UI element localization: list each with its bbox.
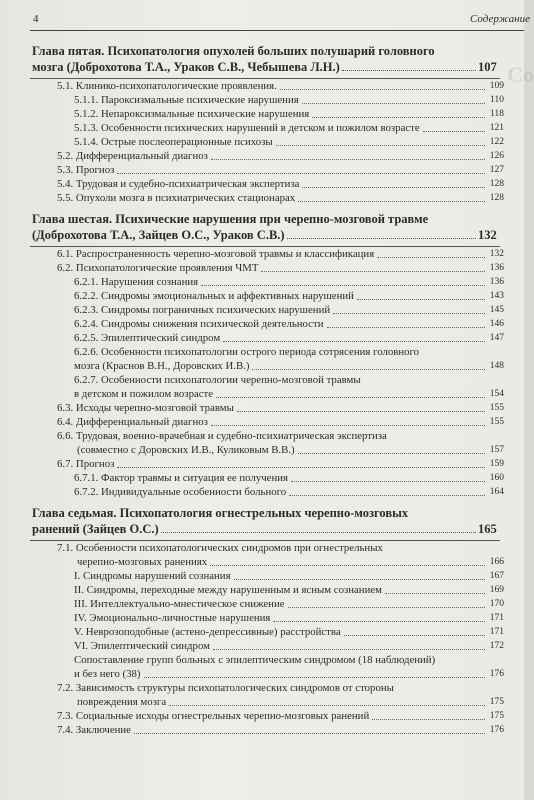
toc-entry[interactable] bbox=[30, 191, 524, 205]
toc-entry[interactable] bbox=[30, 471, 524, 485]
toc-entry[interactable] bbox=[30, 709, 524, 723]
toc-entry[interactable] bbox=[30, 93, 524, 107]
leader-dots bbox=[144, 677, 485, 678]
show-through-text: Co bbox=[507, 62, 534, 87]
toc-entry[interactable] bbox=[30, 121, 524, 135]
toc-entry[interactable] bbox=[30, 317, 524, 331]
toc-entry-text: V. Неврозоподобные (астено-депрессивные) расстройства bbox=[74, 626, 341, 638]
toc-entry-text: 6.7. Прогноз bbox=[57, 458, 115, 470]
leader-dots bbox=[252, 369, 485, 370]
leader-dots bbox=[372, 719, 485, 720]
toc-entry-text: III. Интеллектуально-мнестическое снижение bbox=[74, 598, 285, 610]
toc-entry-text: 6.2. Психопатологические проявления ЧМТ bbox=[57, 262, 259, 274]
toc-entry-text: и без него (38) bbox=[74, 668, 141, 680]
leader-dots bbox=[312, 117, 485, 118]
toc-entry[interactable] bbox=[30, 275, 524, 289]
leader-dots bbox=[289, 495, 485, 496]
toc-page-number: 136 bbox=[489, 263, 504, 273]
toc-entry-line: 6.2.6. Особенности психопатологии острого периода сотрясения головного bbox=[74, 346, 420, 358]
toc-entry-text: 5.1.1. Пароксизмальные психические нарушения bbox=[74, 94, 299, 106]
toc-entry-text: 5.1.3. Особенности психических нарушений в детском и пожилом возрасте bbox=[74, 122, 420, 134]
leader-dots bbox=[377, 257, 485, 258]
leader-dots bbox=[344, 635, 485, 636]
toc-entry[interactable] bbox=[30, 79, 524, 93]
leader-dots bbox=[302, 103, 485, 104]
toc-page-number: 172 bbox=[489, 641, 504, 651]
leader-dots bbox=[216, 397, 485, 398]
toc-entry[interactable] bbox=[30, 415, 524, 429]
toc-entry-row bbox=[74, 667, 504, 681]
toc-entry-row bbox=[74, 471, 504, 485]
toc-entry-text: 5.2. Дифференциальный диагноз bbox=[57, 150, 208, 162]
leader-dots bbox=[357, 299, 485, 300]
toc-page-number: 176 bbox=[489, 725, 504, 735]
toc-entry-row bbox=[74, 639, 504, 653]
toc-entry-text: повреждения мозга bbox=[77, 696, 167, 708]
leader-dots bbox=[280, 89, 485, 90]
toc-entry-text: 6.2.3. Синдромы пограничных психических нарушений bbox=[74, 304, 331, 316]
chapter-title[interactable] bbox=[30, 211, 497, 243]
toc-entry-row bbox=[57, 709, 504, 723]
toc-entry[interactable] bbox=[30, 639, 524, 653]
leader-dots bbox=[385, 593, 485, 594]
toc-entry-row bbox=[74, 289, 504, 303]
toc-entry-line: Сопоставление групп больных с эпилептическим синдромом (18 наблюдений) bbox=[74, 654, 436, 666]
toc-entry-text: II. Синдромы, переходные между нарушенным и ясным сознанием bbox=[74, 584, 382, 596]
toc-page-number: 127 bbox=[489, 165, 504, 175]
toc-page-number: 160 bbox=[489, 473, 504, 483]
toc-entry[interactable] bbox=[30, 541, 524, 569]
leader-dots bbox=[302, 187, 485, 188]
toc-entry-row bbox=[74, 485, 504, 499]
toc-entry-row bbox=[74, 303, 504, 317]
chapter-page-number: 107 bbox=[478, 60, 497, 74]
toc-page-number: 109 bbox=[489, 81, 504, 91]
leader-dots bbox=[291, 481, 485, 482]
toc-entry-row bbox=[57, 261, 504, 275]
toc-entry-row bbox=[57, 415, 504, 429]
toc-entry[interactable] bbox=[30, 303, 524, 317]
toc-entry-row bbox=[74, 569, 504, 583]
toc-entry-text: 7.3. Социальные исходы огнестрельных черепно-мозговых ранений bbox=[57, 710, 370, 722]
toc-entry[interactable] bbox=[30, 611, 524, 625]
toc-entry-row bbox=[74, 597, 504, 611]
leader-dots bbox=[261, 271, 485, 272]
toc-entry-row bbox=[74, 625, 504, 639]
toc-entry-row bbox=[74, 317, 504, 331]
toc-entry-text: 6.7.1. Фактор травмы и ситуация ее получения bbox=[74, 472, 288, 484]
toc-entry-text: черепно-мозговых ранениях bbox=[77, 556, 208, 568]
toc-entry-text: 6.2.1. Нарушения сознания bbox=[74, 276, 199, 288]
toc-entry[interactable] bbox=[30, 107, 524, 121]
toc-entry-text: (совместно с Доровских И.В., Куликовым В.В.) bbox=[77, 444, 295, 456]
toc-entry-text: в детском и пожилом возрасте bbox=[74, 388, 214, 400]
leader-dots bbox=[237, 411, 485, 412]
leader-dots bbox=[298, 201, 485, 202]
toc-entry-text: 5.1.4. Острые послеоперационные психозы bbox=[74, 136, 273, 148]
toc-entry-row bbox=[57, 723, 504, 737]
toc-entry[interactable] bbox=[30, 135, 524, 149]
chapter-section bbox=[30, 211, 524, 499]
toc-entry-row bbox=[74, 107, 504, 121]
toc-page-number: 164 bbox=[489, 487, 504, 497]
toc-entry[interactable] bbox=[30, 163, 524, 177]
toc-page-number: 118 bbox=[490, 109, 504, 119]
toc-entry-row bbox=[57, 555, 504, 569]
chapter-title-line: мозга (Доброхотова Т.А., Ураков С.В., Чебышева Л.Н.) bbox=[32, 60, 340, 74]
leader-dots bbox=[211, 425, 485, 426]
toc-entry-line: 7.1. Особенности психопатологических синдромов при огнестрельных bbox=[57, 542, 383, 554]
toc-entry-text: VI. Эпилептический синдром bbox=[74, 640, 210, 652]
toc-page-number: 171 bbox=[489, 627, 504, 637]
toc-entry-row bbox=[57, 457, 504, 471]
leader-dots bbox=[223, 341, 485, 342]
toc-entry[interactable] bbox=[30, 261, 524, 275]
toc-entry[interactable] bbox=[30, 401, 524, 415]
toc-entry[interactable] bbox=[30, 247, 524, 261]
toc-entry-text: 5.4. Трудовая и судебно-психиатрическая экспертиза bbox=[57, 178, 300, 190]
toc-page-number: 171 bbox=[489, 613, 504, 623]
toc-entry-line: 6.2.7. Особенности психопатологии черепно-мозговой травмы bbox=[74, 374, 361, 386]
toc-entry[interactable] bbox=[30, 345, 524, 373]
toc-entry-text: 6.2.4. Синдромы снижения психической деятельности bbox=[74, 318, 324, 330]
running-title: Содержание bbox=[469, 13, 530, 25]
leader-dots bbox=[287, 238, 476, 239]
toc-entry[interactable] bbox=[30, 681, 524, 709]
leader-dots bbox=[273, 621, 485, 622]
leader-dots bbox=[169, 705, 485, 706]
toc-entry-text: 6.7.2. Индивидуальные особенности больного bbox=[74, 486, 287, 498]
chapter-section bbox=[30, 43, 524, 205]
leader-dots bbox=[201, 285, 485, 286]
toc-entry-text: 6.4. Дифференциальный диагноз bbox=[57, 416, 208, 428]
chapter-section bbox=[30, 505, 524, 737]
leader-dots bbox=[117, 173, 485, 174]
toc-page-number: 132 bbox=[489, 249, 504, 259]
toc-page-number: 170 bbox=[489, 599, 504, 609]
toc-entry-row bbox=[57, 401, 504, 415]
toc-entry-row bbox=[57, 79, 504, 93]
toc-entry-line: 7.2. Зависимость структуры психопатологических синдромов от стороны bbox=[57, 682, 394, 694]
leader-dots bbox=[117, 467, 485, 468]
toc-entry-row bbox=[57, 443, 504, 457]
toc-entry[interactable] bbox=[30, 149, 524, 163]
toc-page-number: 167 bbox=[489, 571, 504, 581]
toc-entry-row bbox=[74, 583, 504, 597]
toc-page-number: 128 bbox=[489, 179, 504, 189]
toc-page-number: 145 bbox=[489, 305, 504, 315]
chapter-title-line: Глава пятая. Психопатология опухолей больших полушарий головного bbox=[32, 44, 435, 58]
toc-page-number: 176 bbox=[489, 669, 504, 679]
chapter-title-line: (Доброхотова Т.А., Зайцев О.С., Ураков С.В.) bbox=[32, 228, 285, 242]
leader-dots bbox=[342, 70, 476, 71]
toc-entry-text: I. Синдромы нарушений сознания bbox=[74, 570, 231, 582]
toc-entry-row bbox=[57, 695, 504, 709]
toc-entry[interactable] bbox=[30, 653, 524, 681]
toc-page-number: 143 bbox=[489, 291, 504, 301]
toc-page-number: 110 bbox=[490, 95, 504, 105]
toc-page-number: 122 bbox=[489, 137, 504, 147]
toc-page-number: 159 bbox=[489, 459, 504, 469]
toc-entry-row bbox=[74, 611, 504, 625]
toc-entry-row bbox=[57, 149, 504, 163]
toc-page-number: 146 bbox=[489, 319, 504, 329]
toc-entry-text: 6.1. Распространенность черепно-мозговой травмы и классификация bbox=[57, 248, 375, 260]
toc-page-number: 147 bbox=[489, 333, 504, 343]
chapter-title-line: Глава седьмая. Психопатология огнестрельных черепно-мозговых bbox=[32, 506, 409, 520]
toc-entry-text: 6.2.2. Синдромы эмоциональных и аффективных нарушений bbox=[74, 290, 354, 302]
toc-entry[interactable] bbox=[30, 457, 524, 471]
toc-entry-text: 5.1.2. Непароксизмальные психические нарушения bbox=[74, 108, 310, 120]
leader-dots bbox=[298, 453, 485, 454]
leader-dots bbox=[211, 159, 485, 160]
toc-entry-text: 5.1. Клинико-психопатологические проявления. bbox=[57, 80, 277, 92]
toc-page-number: 155 bbox=[489, 417, 504, 427]
leader-dots bbox=[210, 565, 485, 566]
toc-page-number: 175 bbox=[489, 711, 504, 721]
chapter-title[interactable] bbox=[30, 43, 497, 75]
chapter-title-last-line bbox=[32, 227, 497, 243]
chapter-title-line: Глава шестая. Психические нарушения при черепно-мозговой травме bbox=[32, 212, 429, 226]
toc-entry-row bbox=[74, 93, 504, 107]
toc-entry-row bbox=[74, 135, 504, 149]
toc-page-number: 128 bbox=[489, 193, 504, 203]
toc-entry[interactable] bbox=[30, 289, 524, 303]
chapter-page-number: 165 bbox=[478, 522, 497, 536]
toc-entry[interactable] bbox=[30, 597, 524, 611]
toc-entry-text: мозга (Краснов В.Н., Доровских И.В.) bbox=[74, 360, 250, 372]
toc-entry-text: IV. Эмоционально-личностные нарушения bbox=[74, 612, 271, 624]
toc-entry[interactable] bbox=[30, 625, 524, 639]
chapter-title-last-line bbox=[32, 521, 497, 537]
leader-dots bbox=[327, 327, 486, 328]
leader-dots bbox=[234, 579, 485, 580]
leader-dots bbox=[213, 649, 485, 650]
toc-entry-line: 6.6. Трудовая, военно-врачебная и судебно-психиатрическая экспертиза bbox=[57, 430, 387, 442]
header-rule bbox=[30, 30, 524, 31]
toc-page-number: 157 bbox=[489, 445, 504, 455]
toc-entry-text: 6.3. Исходы черепно-мозговой травмы bbox=[57, 402, 234, 414]
toc-entry-row bbox=[74, 387, 504, 401]
leader-dots bbox=[423, 131, 485, 132]
toc-entry-row bbox=[57, 163, 504, 177]
chapter-title-last-line bbox=[32, 59, 497, 75]
toc-entry[interactable] bbox=[30, 723, 524, 737]
toc-page-number: 148 bbox=[489, 361, 504, 371]
leader-dots bbox=[333, 313, 485, 314]
toc-entry[interactable] bbox=[30, 373, 524, 401]
toc-page-number: 169 bbox=[489, 585, 504, 595]
toc-page-number: 175 bbox=[489, 697, 504, 707]
toc-entry-row bbox=[57, 177, 504, 191]
leader-dots bbox=[134, 733, 485, 734]
toc-page-number: 155 bbox=[489, 403, 504, 413]
toc-entry[interactable] bbox=[30, 177, 524, 191]
toc-entry-row bbox=[74, 359, 504, 373]
toc-page-number: 121 bbox=[489, 123, 504, 133]
toc-entry[interactable] bbox=[30, 583, 524, 597]
toc-entry-text: 6.2.5. Эпилептический синдром bbox=[74, 332, 221, 344]
toc-entry-row bbox=[74, 331, 504, 345]
chapter-page-number: 132 bbox=[478, 228, 497, 242]
chapter-title-line: ранений (Зайцев О.С.) bbox=[32, 522, 159, 536]
toc-page-number: 166 bbox=[489, 557, 504, 567]
toc-entry-text: 5.5. Опухоли мозга в психиатрических стационарах bbox=[57, 192, 296, 204]
toc-entry[interactable] bbox=[30, 331, 524, 345]
toc-entry-row bbox=[74, 275, 504, 289]
toc-entry-row bbox=[57, 191, 504, 205]
page-number: 4 bbox=[33, 13, 39, 25]
chapter-title[interactable] bbox=[30, 505, 497, 537]
toc-entry-row bbox=[74, 121, 504, 135]
toc-entry-text: 5.3. Прогноз bbox=[57, 164, 115, 176]
leader-dots bbox=[161, 532, 476, 533]
toc-page-number: 126 bbox=[489, 151, 504, 161]
toc-page-number: 136 bbox=[489, 277, 504, 287]
toc-entry[interactable] bbox=[30, 569, 524, 583]
toc-page-number: 154 bbox=[489, 389, 504, 399]
toc-entry-row bbox=[57, 247, 504, 261]
toc-entry[interactable] bbox=[30, 429, 524, 457]
leader-dots bbox=[276, 145, 485, 146]
table-of-contents bbox=[30, 38, 524, 737]
leader-dots bbox=[288, 607, 485, 608]
toc-entry-text: 7.4. Заключение bbox=[57, 724, 131, 736]
toc-entry[interactable] bbox=[30, 485, 524, 499]
